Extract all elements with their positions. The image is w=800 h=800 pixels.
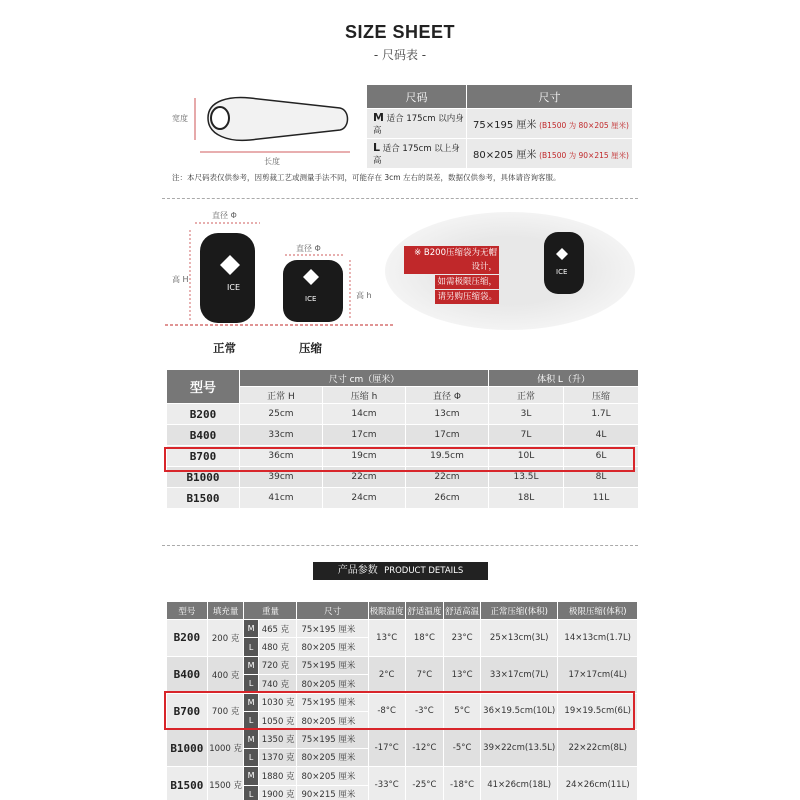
size-cell: 75×195 厘米 [297, 620, 368, 638]
size-header: 尺码 [367, 85, 467, 109]
volume-group-header: 体积 L（升） [489, 370, 639, 387]
highlight-box [164, 691, 635, 730]
col-header: 填充量 [207, 602, 244, 620]
col-header: 直径 Φ [406, 387, 489, 404]
comfort-temp-cell: 18°C [405, 620, 444, 657]
fill-cell: 700 克 [207, 693, 244, 730]
size-m-tag: M [244, 693, 258, 711]
compressed-diameter-label: 直径 Φ [296, 244, 321, 253]
value-cell: 17cm [323, 425, 406, 446]
value-cell: 13cm [406, 404, 489, 425]
col-header: 正常压缩(体积) [480, 602, 557, 620]
size-l-tag: L [244, 711, 258, 729]
model-cell: B700 [167, 693, 208, 730]
disclaimer-note: 注：本尺码表仅供参考，因剪裁工艺或测量手法不同，可能存在 3cm 左右的误差，数据仅供参考，具体请咨询客服。 [172, 173, 561, 182]
callout-line: 请另购压缩袋。 [437, 292, 497, 302]
banner-en: PRODUCT DETAILS [384, 566, 464, 576]
max-compress-cell: 17×17cm(4L) [558, 656, 638, 693]
page-subtitle: - 尺码表 - [373, 48, 427, 62]
size-m-tag: M [244, 730, 258, 748]
model-cell: B200 [167, 620, 208, 657]
value-cell: 26cm [406, 488, 489, 509]
table-row [167, 656, 638, 674]
weight-cell: 1030 克 [258, 693, 297, 711]
size-l-tag: L [244, 748, 258, 766]
col-header: 正常 H [240, 387, 323, 404]
size-code: M [373, 111, 384, 124]
max-compress-cell: 22×22cm(8L) [558, 730, 638, 767]
model-cell: B1000 [167, 730, 208, 767]
size-desc: 适合 175cm 以内身高 [373, 114, 464, 136]
diameter-label: 直径 Φ [212, 211, 237, 220]
callout-line: 如需极限压缩， [437, 277, 497, 287]
compression-sack-diagram [165, 215, 395, 335]
normal-compress-cell: 39×22cm(13.5L) [480, 730, 557, 767]
weight-cell: 480 克 [258, 638, 297, 656]
col-header: 型号 [167, 602, 208, 620]
banner-cn: 产品参数 [337, 565, 378, 576]
limit-temp-cell: -17°C [368, 730, 405, 767]
size-dim: 80×205 厘米 [473, 150, 537, 161]
col-header: 舒适温度 [405, 602, 444, 620]
height-label: 高 H [172, 275, 189, 284]
fill-cell: 1000 克 [207, 730, 244, 767]
limit-temp-cell: 13°C [368, 620, 405, 657]
comfort-temp-cell: -12°C [405, 730, 444, 767]
col-header: 重量 [244, 602, 297, 620]
table-row [367, 139, 633, 169]
model-cell: B1500 [167, 488, 240, 509]
comfort-high-cell: -5°C [444, 730, 481, 767]
size-desc: 适合 175cm 以上身高 [373, 144, 460, 166]
value-cell: 10L [489, 446, 564, 467]
size-cell: 75×195 厘米 [297, 730, 368, 748]
size-note: (B1500 为 90×215 厘米) [539, 151, 629, 160]
size-table [366, 84, 633, 169]
weight-cell: 740 克 [258, 675, 297, 693]
svg-text:ICE: ICE [556, 268, 568, 276]
size-cell: 80×205 厘米 [297, 675, 368, 693]
weight-cell: 465 克 [258, 620, 297, 638]
comfort-high-cell: -18°C [444, 767, 481, 800]
size-cell: 75×195 厘米 [297, 656, 368, 674]
value-cell: 7L [489, 425, 564, 446]
size-code: L [373, 141, 381, 154]
model-cell: B400 [167, 425, 240, 446]
value-cell: 18L [489, 488, 564, 509]
table-row [367, 109, 633, 139]
value-cell: 6L [564, 446, 639, 467]
weight-cell: 1900 克 [258, 785, 297, 800]
max-compress-cell: 24×26cm(11L) [558, 767, 638, 800]
compressed-height-label: 高 h [356, 291, 372, 300]
value-cell: 19.5cm [406, 446, 489, 467]
size-l-tag: L [244, 638, 258, 656]
compressed-label: 压缩 [299, 341, 322, 355]
model-cell: B1500 [167, 767, 208, 800]
callout-line: ※ B200压缩袋为无帽设计， [404, 246, 499, 274]
value-cell: 22cm [323, 467, 406, 488]
divider [162, 198, 638, 199]
table-row [167, 404, 639, 425]
table-row [167, 620, 638, 638]
comfort-temp-cell: -3°C [405, 693, 444, 730]
size-l-tag: L [244, 785, 258, 800]
value-cell: 11L [564, 488, 639, 509]
normal-compress-cell: 25×13cm(3L) [480, 620, 557, 657]
value-cell: 19cm [323, 446, 406, 467]
b200-sack-icon [540, 228, 588, 298]
value-cell: 3L [489, 404, 564, 425]
table-row [167, 488, 639, 509]
col-header: 极限压缩(体积) [558, 602, 638, 620]
table-row [167, 425, 639, 446]
value-cell: 33cm [240, 425, 323, 446]
col-header: 尺寸 [297, 602, 368, 620]
value-cell: 8L [564, 467, 639, 488]
width-label: 宽度 [172, 114, 188, 123]
size-m-tag: M [244, 620, 258, 638]
limit-temp-cell: -33°C [368, 767, 405, 800]
weight-cell: 1350 克 [258, 730, 297, 748]
col-header: 极限温度 [368, 602, 405, 620]
value-cell: 14cm [323, 404, 406, 425]
value-cell: 4L [564, 425, 639, 446]
highlight-box [164, 447, 635, 472]
size-cell: 75×195 厘米 [297, 693, 368, 711]
dimension-table [166, 369, 639, 509]
model-cell: B400 [167, 656, 208, 693]
comfort-high-cell: 13°C [444, 656, 481, 693]
length-label: 长度 [264, 157, 280, 166]
fill-cell: 200 克 [207, 620, 244, 657]
weight-cell: 720 克 [258, 656, 297, 674]
col-header: 压缩 [564, 387, 639, 404]
model-header: 型号 [167, 370, 240, 404]
fill-cell: 1500 克 [207, 767, 244, 800]
model-cell: B200 [167, 404, 240, 425]
divider [162, 545, 638, 546]
weight-cell: 1880 克 [258, 767, 297, 785]
size-cell: 80×205 厘米 [297, 748, 368, 766]
size-l-tag: L [244, 675, 258, 693]
fill-cell: 400 克 [207, 656, 244, 693]
size-cell: 90×215 厘米 [297, 785, 368, 800]
normal-label: 正常 [213, 341, 236, 355]
comfort-high-cell: 23°C [444, 620, 481, 657]
value-cell: 39cm [240, 467, 323, 488]
table-row [167, 767, 638, 785]
size-m-tag: M [244, 767, 258, 785]
value-cell: 1.7L [564, 404, 639, 425]
model-cell: B1000 [167, 467, 240, 488]
col-header: 正常 [489, 387, 564, 404]
normal-compress-cell: 36×19.5cm(10L) [480, 693, 557, 730]
weight-cell: 1050 克 [258, 711, 297, 729]
normal-compress-cell: 41×26cm(18L) [480, 767, 557, 800]
svg-text:ICE: ICE [305, 295, 317, 303]
size-group-header: 尺寸 cm（厘米） [240, 370, 489, 387]
limit-temp-cell: 2°C [368, 656, 405, 693]
col-header: 压缩 h [323, 387, 406, 404]
comfort-temp-cell: -25°C [405, 767, 444, 800]
size-cell: 80×205 厘米 [297, 711, 368, 729]
limit-temp-cell: -8°C [368, 693, 405, 730]
size-m-tag: M [244, 656, 258, 674]
size-note: (B1500 为 80×205 厘米) [539, 121, 629, 130]
comfort-temp-cell: 7°C [405, 656, 444, 693]
comfort-high-cell: 5°C [444, 693, 481, 730]
page-title: SIZE SHEET [344, 22, 456, 42]
max-compress-cell: 14×13cm(1.7L) [558, 620, 638, 657]
product-details-banner [313, 562, 488, 580]
value-cell: 25cm [240, 404, 323, 425]
brand-logo: ICE [227, 283, 240, 292]
model-cell: B700 [167, 446, 240, 467]
weight-cell: 1370 克 [258, 748, 297, 766]
size-cell: 80×205 厘米 [297, 767, 368, 785]
value-cell: 36cm [240, 446, 323, 467]
max-compress-cell: 19×19.5cm(6L) [558, 693, 638, 730]
table-row [167, 730, 638, 748]
callout-text [404, 246, 499, 304]
size-cell: 80×205 厘米 [297, 638, 368, 656]
value-cell: 22cm [406, 467, 489, 488]
value-cell: 13.5L [489, 467, 564, 488]
size-dim: 75×195 厘米 [473, 120, 537, 131]
value-cell: 17cm [406, 425, 489, 446]
dimension-header: 尺寸 [467, 85, 633, 109]
normal-compress-cell: 33×17cm(7L) [480, 656, 557, 693]
col-header: 舒适高温 [444, 602, 481, 620]
value-cell: 41cm [240, 488, 323, 509]
value-cell: 24cm [323, 488, 406, 509]
